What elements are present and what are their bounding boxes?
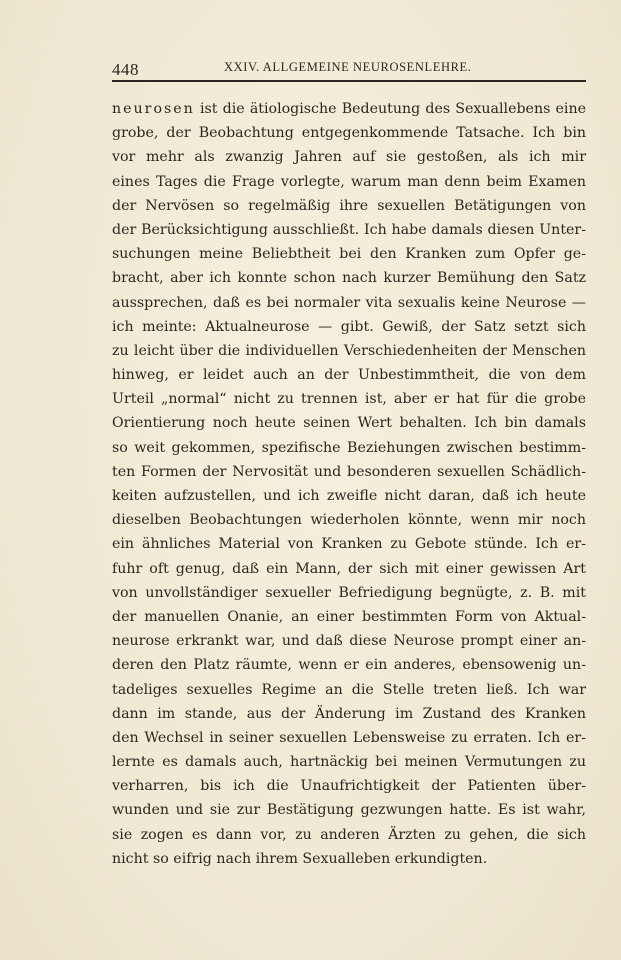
text-line: den Wechsel in seiner sexuellen Lebensweise zu erraten. Ich er- — [112, 729, 586, 746]
running-head: XXIV. ALLGEMEINE NEUROSENLEHRE. — [224, 60, 472, 74]
text-line: wunden und sie zur Bestätigung gezwungen hatte. Es ist wahr, — [112, 802, 586, 819]
text-line — [112, 97, 586, 121]
text-line: dann im stande, aus der Änderung im Zustand des Kranken — [112, 705, 586, 722]
text-line: eines Tages die Frage vorlegte, warum man denn beim Examen — [112, 173, 586, 190]
first-word: neurosen — [112, 101, 195, 117]
text-line: verharren, bis ich die Unaufrichtigkeit der Patienten über- — [112, 778, 586, 795]
text-line: von unvollständiger sexueller Befriedigung begnügte, z. B. mit — [112, 584, 586, 601]
text-line: Urteil „normal“ nicht zu trennen ist, aber er hat für die grobe — [112, 391, 586, 408]
text-line: so weit gekommen, spezifische Beziehungen zwischen bestimm- — [112, 439, 586, 456]
text-line: der Berücksichtigung ausschließt. Ich habe damals diesen Unter- — [112, 221, 586, 238]
text-line: aussprechen, daß es bei normaler vita sexualis keine Neurose — — [112, 294, 586, 311]
body-text — [112, 97, 586, 871]
text-line: dieselben Beobachtungen wiederholen könnte, wenn mir noch — [112, 512, 586, 529]
first-line-rest: ist die ätiologische Bedeutung des Sexuallebens eine — [194, 101, 586, 117]
text-line: ich meinte: Aktualneurose — gibt. Gewiß, der Satz setzt sich — [112, 318, 586, 335]
text-line: neurose erkrankt war, und daß diese Neurose prompt einer an- — [112, 633, 586, 650]
text-line: suchungen meine Beliebtheit bei den Kranken zum Opfer ge- — [112, 246, 586, 263]
text-line: der manuellen Onanie, an einer bestimmten Form von Aktual- — [112, 608, 586, 625]
text-line: vor mehr als zwanzig Jahren auf sie gestoßen, als ich mir — [112, 149, 586, 166]
text-line: fuhr oft genug, daß ein Mann, der sich mit einer gewissen Art — [112, 560, 586, 577]
page-header — [112, 56, 586, 80]
text-line: tadeliges sexuelles Regime an die Stelle treten ließ. Ich war — [112, 681, 586, 698]
text-line: grobe, der Beobachtung entgegenkommende Tatsache. Ich bin — [112, 125, 586, 142]
text-line: hinweg, er leidet auch an der Unbestimmtheit, die von dem — [112, 367, 586, 384]
text-line: deren den Platz räumte, wenn er ein anderes, ebensowenig un- — [112, 657, 586, 674]
text-line: keiten aufzustellen, und ich zweifle nicht daran, daß ich heute — [112, 488, 586, 504]
text-line: ten Formen der Nervosität und besonderen sexuellen Schädlich- — [112, 463, 586, 480]
header-rule — [112, 80, 586, 82]
text-line: zu leicht über die individuellen Verschiedenheiten der Menschen — [112, 342, 586, 359]
text-line: der Nervösen so regelmäßig ihre sexuellen Betätigungen von — [112, 197, 586, 214]
text-line: nicht so eifrig nach ihrem Sexualleben erkundigten. — [112, 850, 488, 867]
page-number: 448 — [112, 60, 139, 79]
text-line: ein ähnliches Material von Kranken zu Gebote stünde. Ich er- — [112, 536, 586, 553]
text-line: lernte es damals auch, hartnäckig bei meinen Vermutungen zu — [112, 754, 586, 771]
text-line: sie zogen es dann vor, zu anderen Ärzten zu gehen, die sich — [112, 826, 586, 843]
text-line: bracht, aber ich konnte schon nach kurzer Bemühung den Satz — [112, 270, 586, 287]
text-line: Orientierung noch heute seinen Wert behalten. Ich bin damals — [112, 415, 586, 432]
